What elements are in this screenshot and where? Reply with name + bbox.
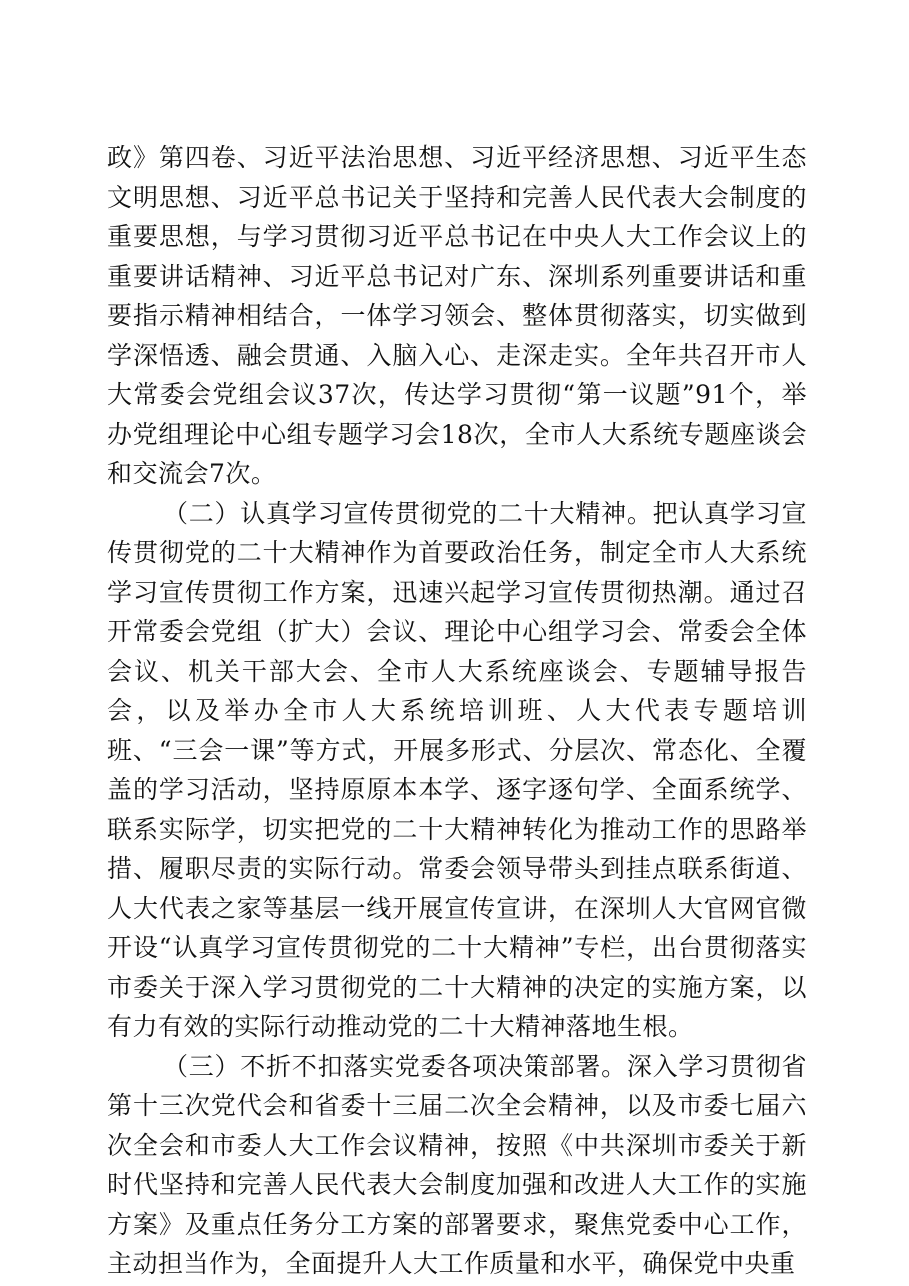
- paragraph-2: （二）认真学习宣传贯彻党的二十大精神。把认真学习宣传贯彻党的二十大精神作为首要政治任务，制定全市人大系统学习宣传贯彻工作方案，迅速兴起学习宣传贯彻热潮。通过召开常委会党组（扩大）会议、理论中心组学习会、常委会全体会议、机关干部大会、全市人大系统座谈会、专题辅导报告会，以及举办全市人大系统培训班、人大代表专题培训班、“三会一课”等方式，开展多形式、分层次、常态化、全覆盖的学习活动，坚持原原本本学、逐字逐句学、全面系统学、联系实际学，切实把党的二十大精神转化为推动工作的思路举措、履职尽责的实际行动。常委会领导带头到挂点联系街道、人大代表之家等基层一线开展宣传宣讲，在深圳人大官网官微开设“认真学习宣传贯彻党的二十大精神”专栏，出台贯彻落实市委关于深入学习贯彻党的二十大精神的决定的实施方案，以有力有效的实际行动推动党的二十大精神落地生根。: [107, 498, 807, 1041]
- paragraph-1: 政》第四卷、习近平法治思想、习近平经济思想、习近平生态文明思想、习近平总书记关于坚持和完善人民代表大会制度的重要思想，与学习贯彻习近平总书记在中央人大工作会议上的重要讲话精神、习近平总书记对广东、深圳系列重要讲话和重要指示精神相结合，一体学习领会、整体贯彻落实，切实做到学深悟透、融会贯通、入脑入心、走深走实。全年共召开市人大常委会党组会议37次，传达学习贯彻“第一议题”91个，举办党组理论中心组专题学习会18次，全市人大系统专题座谈会和交流会7次。: [107, 143, 807, 488]
- paragraph-3: （三）不折不扣落实党委各项决策部署。深入学习贯彻省第十三次党代会和省委十三届二次全会精神，以及市委七届六次全会和市委人大工作会议精神，按照《中共深圳市委关于新时代坚持和完善人民代表大会制度加强和改进人大工作的实施方案》及重点任务分工方案的部署要求，聚焦党委中心工作，主动担当作为，全面提升人大工作质量和水平，确保党中央重: [107, 1051, 807, 1278]
- document-body: [107, 138, 807, 1284]
